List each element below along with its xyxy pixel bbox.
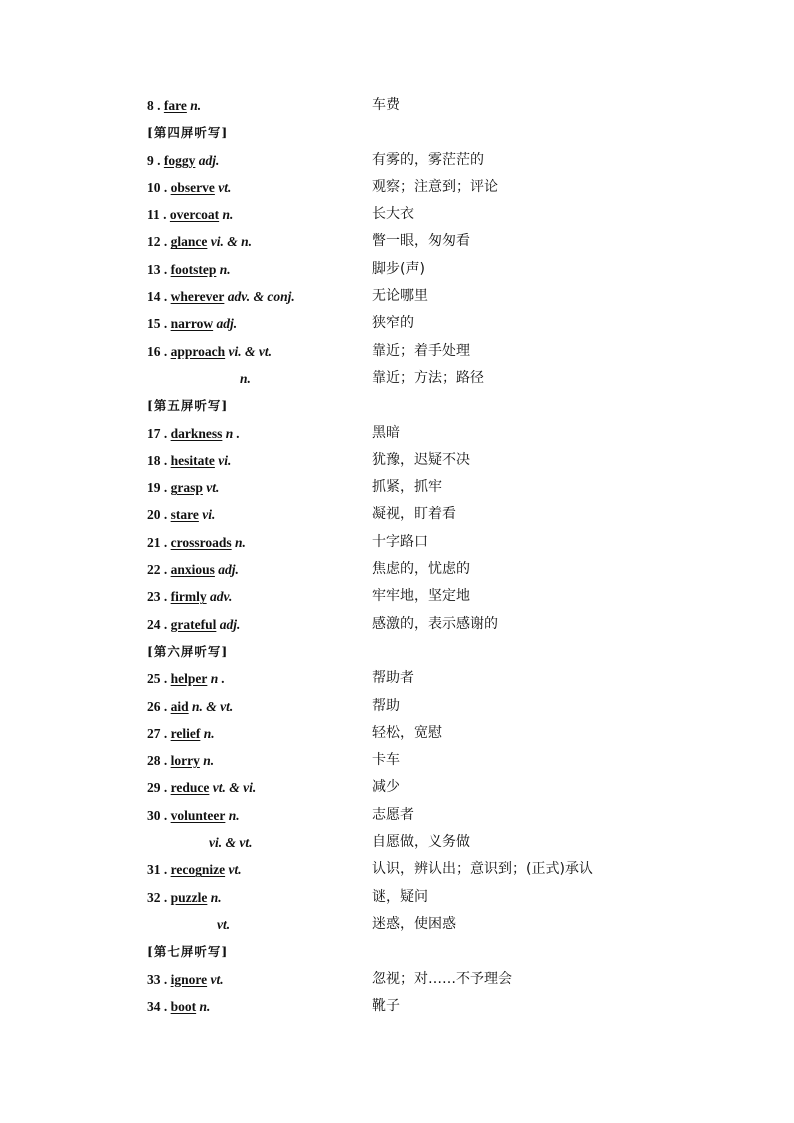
vocab-word: puzzle xyxy=(170,889,208,905)
chinese-meaning: 观察；注意到；评论 xyxy=(372,178,498,195)
vocab-word: ignore xyxy=(170,971,208,987)
section-title: [第六屏听写] xyxy=(147,643,229,659)
entry-number: 30 . xyxy=(147,807,168,823)
entry-number: 10 . xyxy=(147,179,168,195)
entry-number: 16 . xyxy=(147,343,168,359)
vocab-entry xyxy=(147,365,707,392)
part-of-speech: n. xyxy=(186,98,202,113)
english-term xyxy=(147,665,225,692)
vocab-entry xyxy=(147,911,707,938)
vocab-word: grasp xyxy=(170,480,203,496)
entry-number: 22 . xyxy=(147,562,168,578)
english-term xyxy=(147,420,240,447)
vocab-entry xyxy=(147,201,707,228)
chinese-meaning: 靠近；着手处理 xyxy=(372,342,470,359)
entry-number: 21 . xyxy=(147,534,168,550)
vocab-entry xyxy=(147,228,707,255)
section-title: [第五屏听写] xyxy=(147,398,229,414)
part-of-speech: vt. xyxy=(202,480,220,496)
vocab-entry xyxy=(147,283,707,310)
vocab-entry xyxy=(147,583,707,610)
entry-number: 12 . xyxy=(147,234,168,250)
vocab-word: lorry xyxy=(170,753,200,769)
english-term xyxy=(147,720,215,747)
vocab-entry xyxy=(147,829,707,856)
vocab-word: darkness xyxy=(170,425,223,441)
chinese-meaning: 狭窄的 xyxy=(372,315,414,332)
part-of-speech: vi. xyxy=(214,452,232,468)
english-term xyxy=(147,228,252,255)
english-term xyxy=(240,365,251,392)
section-heading xyxy=(147,119,707,146)
english-term xyxy=(147,556,239,583)
section-title: [第七屏听写] xyxy=(147,944,229,960)
english-term xyxy=(147,993,210,1020)
entry-number: 32 . xyxy=(147,889,168,905)
chinese-meaning: 帮助 xyxy=(372,697,400,714)
part-of-speech: adj. xyxy=(213,316,238,332)
english-term xyxy=(147,856,242,883)
vocab-entry xyxy=(147,256,707,283)
part-of-speech: n. xyxy=(240,370,251,386)
part-of-speech: n. xyxy=(225,807,240,823)
entry-number: 17 . xyxy=(147,425,168,441)
entry-number: 28 . xyxy=(147,753,168,769)
vocab-entry xyxy=(147,338,707,365)
vocab-entry xyxy=(147,611,707,638)
english-term xyxy=(147,774,256,801)
part-of-speech: vt. xyxy=(207,971,224,987)
vocab-word: glance xyxy=(170,234,208,250)
entry-number: 8 . xyxy=(147,98,161,113)
vocab-entry xyxy=(147,693,707,720)
part-of-speech: adj. xyxy=(195,152,220,168)
vocab-word: firmly xyxy=(170,589,207,605)
part-of-speech: vt. xyxy=(214,179,232,195)
english-term xyxy=(147,310,237,337)
entry-number: 31 . xyxy=(147,862,168,878)
vocab-word: recognize xyxy=(170,862,226,878)
chinese-meaning: 帮助者 xyxy=(372,670,414,687)
chinese-meaning: 靠近；方法；路径 xyxy=(372,369,484,386)
part-of-speech: n. xyxy=(216,261,231,277)
vocab-entry xyxy=(147,884,707,911)
vocab-word: crossroads xyxy=(170,534,232,550)
vocab-entry xyxy=(147,774,707,801)
part-of-speech: vi. xyxy=(198,507,216,523)
section-heading xyxy=(147,938,707,965)
chinese-meaning: 谜，疑问 xyxy=(372,888,428,905)
vocab-word: aid xyxy=(170,698,189,714)
entry-number: 19 . xyxy=(147,480,168,496)
vocab-entry xyxy=(147,856,707,883)
english-term xyxy=(147,884,222,911)
part-of-speech: n. xyxy=(231,534,246,550)
section-heading xyxy=(147,638,707,665)
english-term xyxy=(209,829,253,856)
english-term xyxy=(147,92,201,119)
chinese-meaning: 感激的，表示感谢的 xyxy=(372,615,498,632)
chinese-meaning: 自愿做，义务做 xyxy=(372,834,470,851)
chinese-meaning: 车费 xyxy=(372,97,400,113)
vocab-entry xyxy=(147,993,707,1020)
chinese-meaning: 靴子 xyxy=(372,997,400,1014)
chinese-meaning: 轻松，宽慰 xyxy=(372,724,442,741)
part-of-speech: n . xyxy=(222,425,241,441)
chinese-meaning: 迷惑，使困惑 xyxy=(372,915,456,932)
chinese-meaning: 黑暗 xyxy=(372,424,400,441)
vocab-entry xyxy=(147,92,707,119)
entry-number: 26 . xyxy=(147,698,168,714)
part-of-speech: adv. xyxy=(206,589,233,605)
english-term xyxy=(147,583,232,610)
entry-number: 23 . xyxy=(147,589,168,605)
chinese-meaning: 认识，辨认出；意识到；(正式)承认 xyxy=(372,861,593,878)
english-term xyxy=(147,966,224,993)
vocab-entry xyxy=(147,474,707,501)
entry-number: 18 . xyxy=(147,452,168,468)
chinese-meaning: 卡车 xyxy=(372,752,400,769)
vocab-word: stare xyxy=(170,507,199,523)
entry-number: 11 . xyxy=(147,207,167,223)
english-term xyxy=(147,174,231,201)
vocab-entry xyxy=(147,802,707,829)
part-of-speech: n. xyxy=(219,207,234,223)
vocab-word: anxious xyxy=(170,562,215,578)
part-of-speech: n. xyxy=(207,889,222,905)
part-of-speech: vi. & vt. xyxy=(209,835,253,851)
vocab-word: foggy xyxy=(163,152,196,168)
chinese-meaning: 抓紧，抓牢 xyxy=(372,479,442,496)
chinese-meaning: 志愿者 xyxy=(372,806,414,823)
vocab-word: boot xyxy=(170,998,197,1014)
part-of-speech: adj. xyxy=(214,562,239,578)
english-term xyxy=(147,447,231,474)
entry-number: 15 . xyxy=(147,316,168,332)
vocab-entry xyxy=(147,447,707,474)
part-of-speech: n. & vt. xyxy=(188,698,234,714)
chinese-meaning: 脚步(声) xyxy=(372,260,425,277)
vocab-word: wherever xyxy=(170,289,225,305)
english-term xyxy=(147,802,240,829)
vocab-word: relief xyxy=(170,725,201,741)
vocab-word: grateful xyxy=(170,616,217,632)
english-term xyxy=(217,911,230,938)
english-term xyxy=(147,201,233,228)
entry-number: 20 . xyxy=(147,507,168,523)
entry-number: 9 . xyxy=(147,152,161,168)
vocab-word: hesitate xyxy=(170,452,215,468)
entry-number: 24 . xyxy=(147,616,168,632)
chinese-meaning: 十字路口 xyxy=(372,533,428,550)
vocab-entry xyxy=(147,529,707,556)
part-of-speech: n. xyxy=(200,725,215,741)
vocab-word: volunteer xyxy=(170,807,226,823)
vocabulary-list xyxy=(147,92,707,1020)
vocab-word: reduce xyxy=(170,780,210,796)
vocab-word: footstep xyxy=(170,261,217,277)
part-of-speech: adv. & conj. xyxy=(224,289,295,305)
part-of-speech: vt. xyxy=(225,862,242,878)
english-term xyxy=(147,474,219,501)
vocab-word: narrow xyxy=(170,316,214,332)
chinese-meaning: 牢牢地，坚定地 xyxy=(372,588,470,605)
section-heading xyxy=(147,392,707,419)
entry-number: 27 . xyxy=(147,725,168,741)
english-term xyxy=(147,529,246,556)
english-term xyxy=(147,501,215,528)
part-of-speech: n. xyxy=(196,998,211,1014)
entry-number: 33 . xyxy=(147,971,168,987)
chinese-meaning: 凝视，盯着看 xyxy=(372,506,456,523)
part-of-speech: n. xyxy=(199,753,215,769)
part-of-speech: n . xyxy=(207,671,226,687)
vocab-entry xyxy=(147,747,707,774)
chinese-meaning: 瞥一眼，匆匆看 xyxy=(372,233,470,250)
part-of-speech: adj. xyxy=(216,616,241,632)
english-term xyxy=(147,147,219,174)
vocab-entry xyxy=(147,720,707,747)
english-term xyxy=(147,747,214,774)
vocab-entry xyxy=(147,665,707,692)
entry-number: 25 . xyxy=(147,671,168,687)
english-term xyxy=(147,256,231,283)
vocab-word: fare xyxy=(163,98,187,113)
vocab-entry xyxy=(147,501,707,528)
vocab-word: observe xyxy=(170,179,215,195)
english-term xyxy=(147,693,233,720)
section-title: [第四屏听写] xyxy=(147,125,229,141)
vocab-word: helper xyxy=(170,671,208,687)
vocab-entry xyxy=(147,420,707,447)
entry-number: 13 . xyxy=(147,261,168,277)
part-of-speech: vt. & vi. xyxy=(209,780,257,796)
entry-number: 34 . xyxy=(147,998,168,1014)
entry-number: 29 . xyxy=(147,780,168,796)
vocab-entry xyxy=(147,966,707,993)
vocab-entry xyxy=(147,556,707,583)
vocab-entry xyxy=(147,174,707,201)
english-term xyxy=(147,283,295,310)
vocab-entry xyxy=(147,310,707,337)
chinese-meaning: 有雾的，雾茫茫的 xyxy=(372,151,484,168)
chinese-meaning: 犹豫，迟疑不决 xyxy=(372,451,470,468)
part-of-speech: vi. & n. xyxy=(207,234,253,250)
chinese-meaning: 忽视；对……不予理会 xyxy=(372,970,512,987)
vocab-word: approach xyxy=(170,343,226,359)
part-of-speech: vt. xyxy=(217,916,231,932)
chinese-meaning: 焦虑的，忧虑的 xyxy=(372,561,470,578)
part-of-speech: vi. & vt. xyxy=(225,343,273,359)
vocab-word: overcoat xyxy=(169,207,220,223)
chinese-meaning: 长大衣 xyxy=(372,206,414,223)
vocab-entry xyxy=(147,147,707,174)
english-term xyxy=(147,611,240,638)
english-term xyxy=(147,338,272,365)
chinese-meaning: 无论哪里 xyxy=(372,288,428,305)
entry-number: 14 . xyxy=(147,289,168,305)
chinese-meaning: 减少 xyxy=(372,779,400,796)
